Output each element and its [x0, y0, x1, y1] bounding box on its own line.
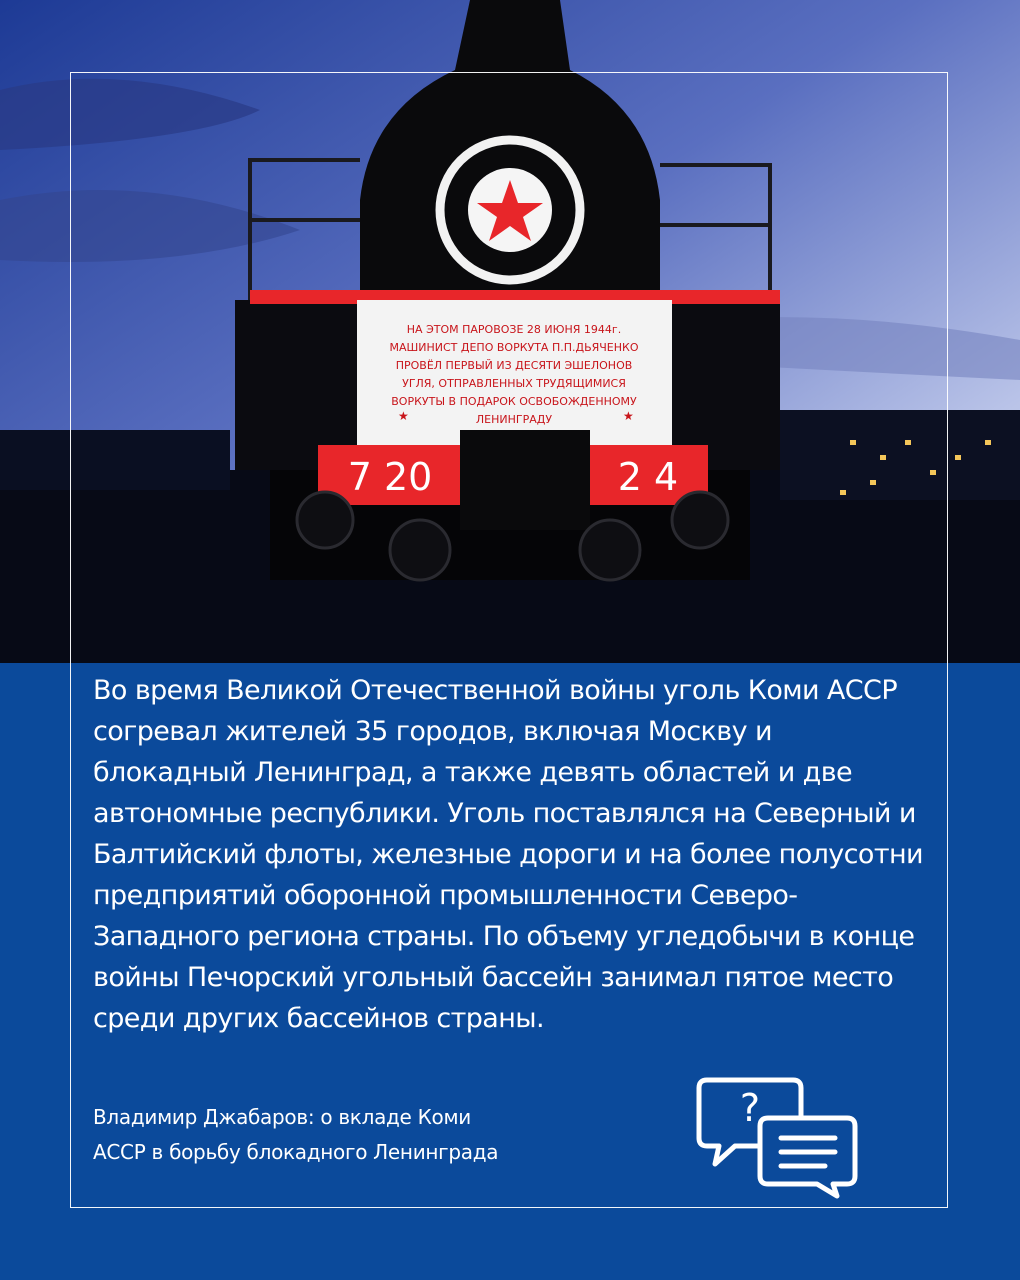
plaque-line: МАШИНИСТ ДЕПО ВОРКУТА П.П.ДЬЯЧЕНКО	[389, 341, 639, 354]
caption-line-1: Владимир Джабаров: о вкладе Коми	[93, 1105, 471, 1129]
body-paragraph: Во время Великой Отечественной войны уголь Коми АССР согревал жителей 35 городов, включая Москву и блокадный Ленинград, а также девять областей и две автономные республики. Уголь поставлялся на Северный и Балтийский флоты, железные дороги и на более полусотни предприятий оборонной промышленности Северо-Западного региона страны. По объему угледобычи в конце войны Печорский угольный бассейн занимал пятое место среди других бассейнов страны.	[93, 675, 923, 1034]
question-mark-glyph: ?	[739, 1086, 761, 1130]
svg-text:★: ★	[398, 409, 409, 423]
svg-text:★: ★	[623, 409, 634, 423]
caption-line-2: АССР в борьбу блокадного Ленинграда	[93, 1140, 499, 1164]
loco-number-left: 7 20	[347, 455, 433, 499]
plaque-line: НА ЭТОМ ПАРОВОЗЕ 28 ИЮНЯ 1944г.	[406, 323, 622, 336]
plaque-line: УГЛЯ, ОТПРАВЛЕННЫХ ТРУДЯЩИМИСЯ	[402, 377, 626, 390]
plaque-line: ВОРКУТЫ В ПОДАРОК ОСВОБОЖДЕННОМУ	[391, 395, 637, 408]
loco-number-right: 2 4	[617, 455, 679, 499]
plaque-line: ЛЕНИНГРАДУ	[475, 413, 553, 426]
caption	[93, 1100, 653, 1170]
plaque-line: ПРОВЁЛ ПЕРВЫЙ ИЗ ДЕСЯТИ ЭШЕЛОНОВ	[395, 359, 633, 372]
chat-question-icon	[695, 1074, 860, 1199]
